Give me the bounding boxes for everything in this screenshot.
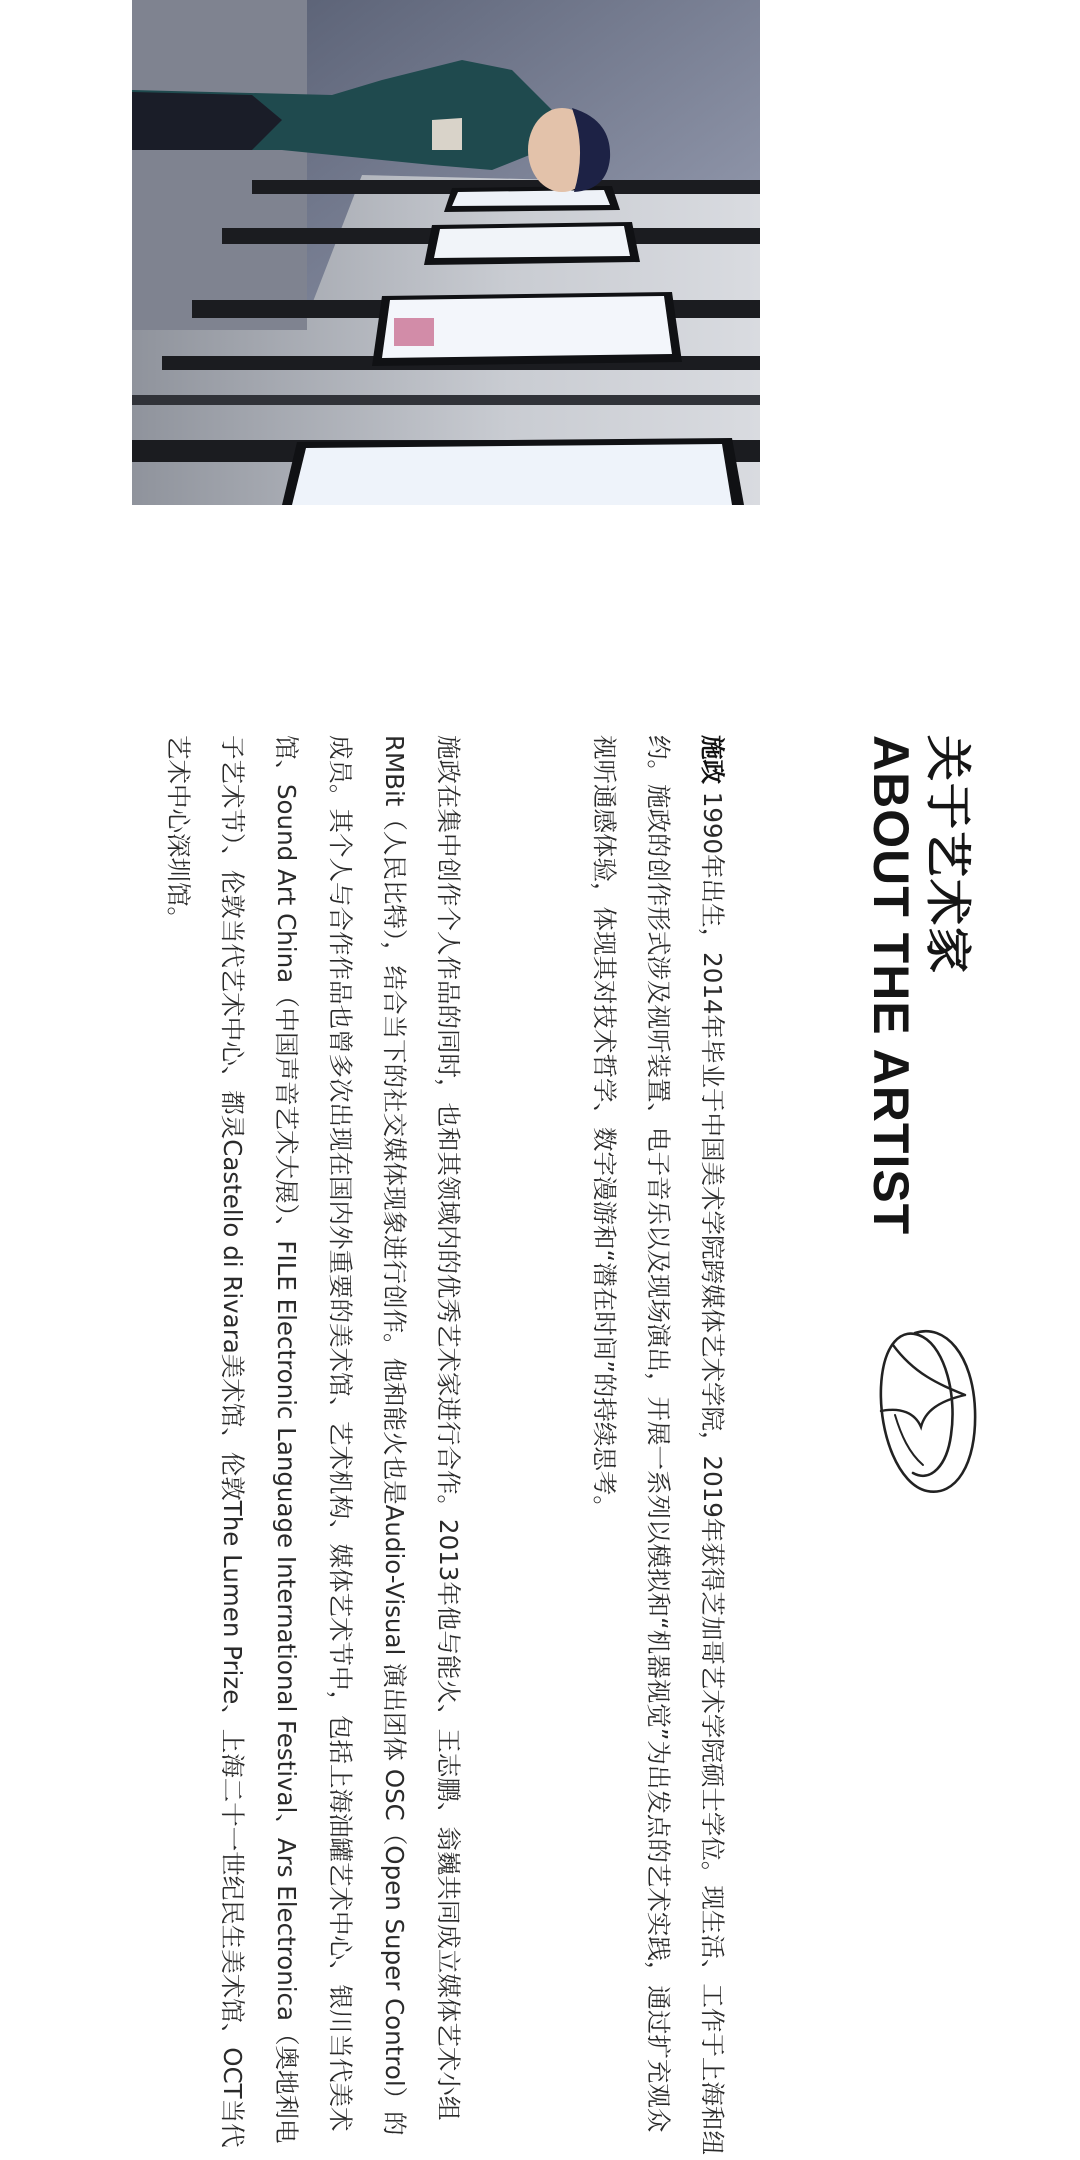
- signature-graphic: [865, 1315, 985, 1505]
- artist-signature: [865, 1315, 985, 1505]
- heading-chinese: 关于艺术家: [921, 735, 975, 975]
- bio-paragraph-1-text: 1990年出生，2014年毕业于中国美术学院跨媒体艺术学院，2019年获得芝加哥艺术学院硕士学位。现生活、工作于上海和纽约。施政的创作形式涉及视听装置、电子音乐以及现场演出，开展一系列以模拟和“机器视觉”为出发点的艺术实践，通过扩充观众视听通感体验，体现其对技术哲学、数字漫游和“潜在时间”的持续思考。: [590, 735, 727, 2155]
- artist-name: 施政: [698, 735, 727, 784]
- bio-paragraph-1: [577, 735, 739, 2155]
- about-artist-section: [0, 735, 975, 2155]
- bio-paragraph-2: 施政在集中创作个人作品的同时，也和其领域内的优秀艺术家进行合作。2013年他与能火、王志鹏、翁巍共同成立媒体艺术小组 RMBit（人民比特），结合当下的社交媒体现象进行创作。他和能火也是Audio-Visual 演出团体 OSC（Open Super Control）的成员。其个人与合作作品也曾多次出现在国内外重要的美术馆、艺术机构、媒体艺术节中，包括上海油罐艺术中心、银川当代美术馆、Sound Art China（中国声音艺术大展）、FILE Electronic Language International Festival、Ars Electronica（奥地利电子艺术节）、伦敦当代艺术中心、都灵Castello di Rivara美术馆、伦敦The Lumen Prize、上海二十一世纪民生美术馆、OCT当代艺术中心深圳馆。: [164, 735, 463, 2148]
- exhibition-photo: [132, 0, 760, 505]
- exhibition-photo-graphic: [132, 0, 760, 505]
- heading-english: ABOUT THE ARTIST: [863, 735, 919, 1236]
